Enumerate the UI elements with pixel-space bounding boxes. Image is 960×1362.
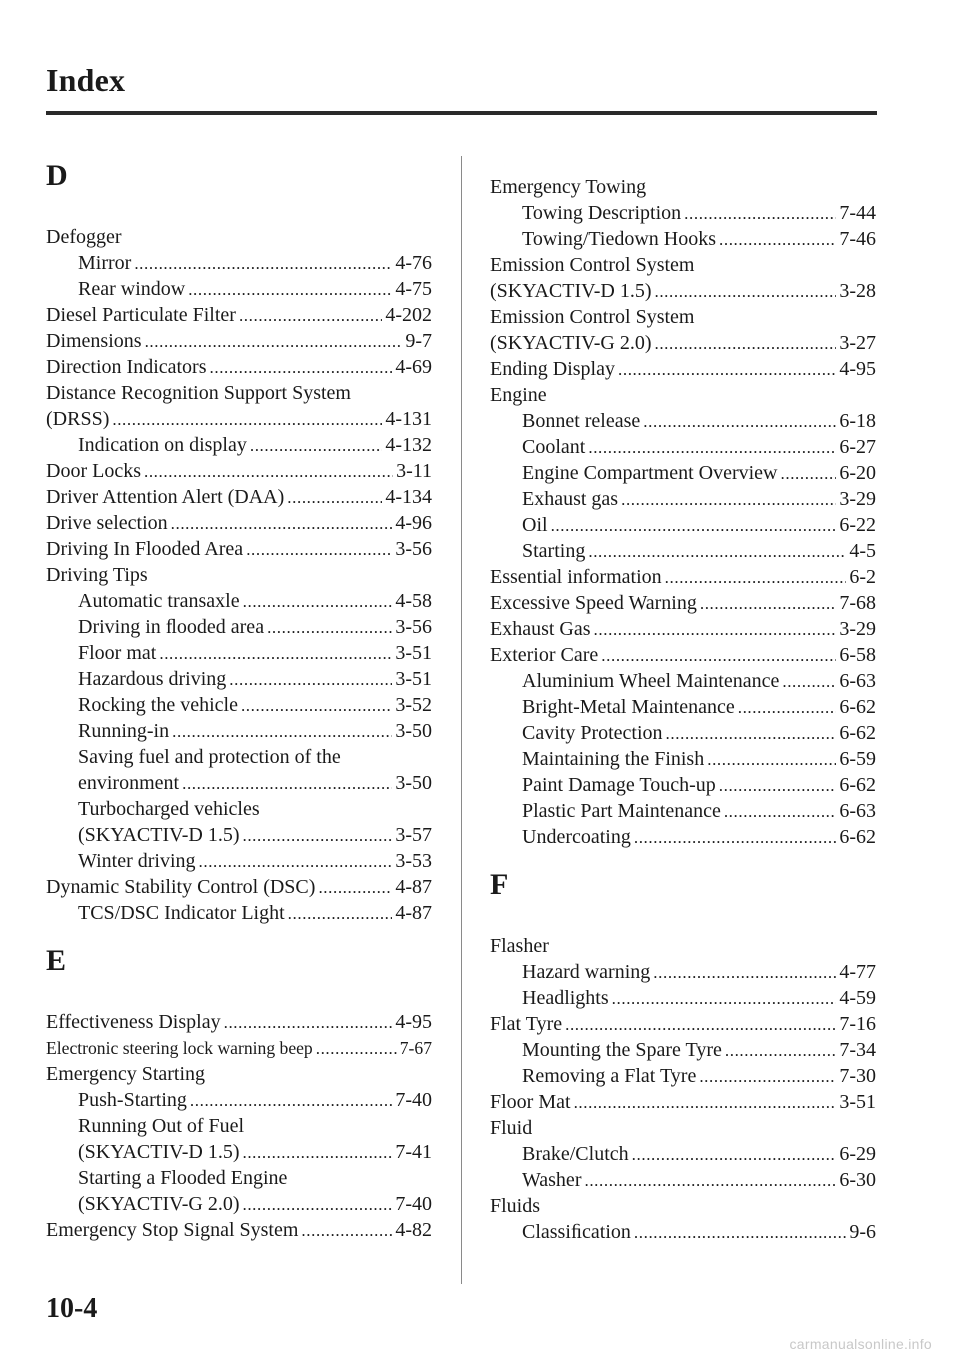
index-term: Running Out of Fuel [78, 1115, 245, 1137]
index-term: environment [78, 772, 180, 794]
index-page-ref: 4-69 [395, 356, 432, 378]
index-page-ref: 6-62 [839, 696, 876, 718]
index-page-ref: 3-52 [395, 694, 432, 716]
index-subentry [490, 200, 876, 226]
index-subentry [46, 1165, 432, 1191]
index-page-ref: 3-56 [395, 616, 432, 638]
index-page-ref: 6-18 [839, 410, 876, 432]
index-subentry [46, 250, 432, 276]
index-term: Mounting the Spare Tyre [522, 1039, 722, 1061]
index-page-ref: 3-11 [396, 460, 432, 482]
index-entry [46, 1009, 432, 1035]
dot-leader [654, 334, 836, 354]
index-subentry [490, 486, 876, 512]
index-subentry [490, 746, 876, 772]
index-entry [490, 356, 876, 382]
dot-leader [584, 1171, 836, 1191]
index-term: Automatic transaxle [78, 590, 240, 612]
index-subentry [46, 900, 432, 926]
dot-leader [172, 722, 392, 742]
dot-leader [210, 358, 393, 378]
dot-leader [700, 594, 836, 614]
index-term: Indication on display [78, 434, 247, 456]
index-entry [490, 642, 876, 668]
dot-leader [665, 568, 847, 588]
index-term: Emission Control System [490, 306, 695, 328]
page-title: Index [46, 62, 126, 98]
index-term: Aluminium Wheel Maintenance [522, 670, 780, 692]
index-term: Direction Indicators [46, 356, 207, 378]
index-entry [46, 562, 432, 588]
dot-leader [112, 410, 382, 430]
index-page-ref: 6-20 [839, 462, 876, 484]
index-subentry [46, 614, 432, 640]
index-page-ref: 3-50 [395, 772, 432, 794]
index-subentry [46, 1139, 432, 1165]
index-term: TCS/DSC Indicator Light [78, 902, 285, 924]
index-page-ref: 7-67 [399, 1038, 432, 1058]
index-page-ref: 3-56 [395, 538, 432, 560]
index-subentry [490, 772, 876, 798]
index-subentry [46, 796, 432, 822]
dot-leader [551, 516, 837, 536]
index-entry [490, 564, 876, 590]
index-page-ref: 9-7 [405, 330, 432, 352]
dot-leader [242, 826, 392, 846]
index-term: Winter driving [78, 850, 196, 872]
dot-leader [612, 989, 837, 1009]
index-entry [490, 304, 876, 330]
dot-leader [621, 490, 836, 510]
index-subentry [46, 666, 432, 692]
dot-leader [267, 618, 392, 638]
dot-leader [634, 1223, 846, 1243]
index-page-ref: 6-2 [849, 566, 876, 588]
dot-leader [725, 1041, 836, 1061]
dot-leader [588, 542, 846, 562]
index-term: Defogger [46, 226, 122, 248]
index-subentry [490, 694, 876, 720]
index-subentry [46, 432, 432, 458]
index-subentry [46, 718, 432, 744]
index-entry [490, 933, 876, 959]
index-entry [490, 590, 876, 616]
index-subentry [490, 226, 876, 252]
index-page-ref: 6-27 [839, 436, 876, 458]
index-term: Exhaust Gas [490, 618, 591, 640]
index-subentry [490, 460, 876, 486]
index-term: Running-in [78, 720, 170, 742]
index-page-ref: 6-59 [839, 748, 876, 770]
dot-leader [666, 724, 837, 744]
index-subentry [490, 1037, 876, 1063]
index-subentry [490, 1219, 876, 1245]
index-page-ref: 4-59 [839, 987, 876, 1009]
index-entry [490, 330, 876, 356]
index-term: Distance Recognition Support System [46, 382, 351, 404]
index-term: (SKYACTIV-G 2.0) [490, 332, 652, 354]
dot-leader [653, 963, 836, 983]
dot-leader [241, 696, 392, 716]
index-entry [46, 510, 432, 536]
index-term: Emergency Towing [490, 176, 647, 198]
dot-leader [301, 1221, 392, 1241]
index-column-left [46, 159, 432, 1243]
index-entry [490, 382, 876, 408]
index-term: Maintaining the Finish [522, 748, 705, 770]
index-entry [46, 1035, 432, 1061]
index-term: Oil [522, 514, 548, 536]
index-term: Bright-Metal Maintenance [522, 696, 735, 718]
index-entry [46, 536, 432, 562]
index-term: (SKYACTIV-G 2.0) [78, 1193, 240, 1215]
index-page-ref: 7-44 [839, 202, 876, 224]
index-term: Driving In Flooded Area [46, 538, 244, 560]
index-term: Starting a Flooded Engine [78, 1167, 288, 1189]
dot-leader [134, 254, 392, 274]
dot-leader [719, 776, 837, 796]
index-page-ref: 4-87 [395, 902, 432, 924]
index-term: (SKYACTIV-D 1.5) [78, 824, 240, 846]
index-page-ref: 6-29 [839, 1143, 876, 1165]
dot-leader [199, 852, 393, 872]
index-term: Hazard warning [522, 961, 651, 983]
index-letter-heading: D [46, 159, 68, 192]
index-page-ref: 6-62 [839, 826, 876, 848]
dot-leader [632, 1145, 837, 1165]
index-entry [46, 458, 432, 484]
index-page-ref: 3-29 [839, 488, 876, 510]
index-page-ref: 6-63 [839, 800, 876, 822]
index-page-ref: 6-63 [839, 670, 876, 692]
index-term: Electronic steering lock warning beep [46, 1038, 313, 1058]
dot-leader [242, 1143, 392, 1163]
dot-leader [243, 592, 393, 612]
dot-leader [288, 904, 393, 924]
index-term: Undercoating [522, 826, 631, 848]
index-term: Classiﬁcation [522, 1221, 631, 1243]
index-page-ref: 6-22 [839, 514, 876, 536]
index-subentry [46, 692, 432, 718]
index-column-right [490, 174, 876, 1245]
index-term: Engine [490, 384, 547, 406]
index-subentry [46, 1087, 432, 1113]
index-term: Driving in ﬂooded area [78, 616, 265, 638]
index-page-ref: 4-132 [385, 434, 432, 456]
index-entry [46, 1217, 432, 1243]
index-term: Driving Tips [46, 564, 148, 586]
dot-leader [159, 644, 392, 664]
index-term: Effectiveness Display [46, 1011, 221, 1033]
index-page-ref: 7-40 [395, 1089, 432, 1111]
index-subentry [490, 824, 876, 850]
index-page-ref: 7-40 [395, 1193, 432, 1215]
index-term: Brake/Clutch [522, 1143, 629, 1165]
index-page-ref: 4-82 [395, 1219, 432, 1241]
dot-leader [782, 672, 836, 692]
index-term: Saving fuel and protection of the [78, 746, 341, 768]
index-subentry [46, 848, 432, 874]
index-term: Ending Display [490, 358, 615, 380]
index-term: Essential information [490, 566, 662, 588]
index-subentry [490, 1141, 876, 1167]
index-term: Coolant [522, 436, 586, 458]
dot-leader [229, 670, 392, 690]
index-term: Driver Attention Alert (DAA) [46, 486, 285, 508]
dot-leader [588, 438, 836, 458]
dot-leader [643, 412, 836, 432]
dot-leader [316, 1039, 397, 1059]
index-subentry [46, 276, 432, 302]
index-term: Paint Damage Touch-up [522, 774, 716, 796]
index-page-ref: 4-75 [395, 278, 432, 300]
index-term: Hazardous driving [78, 668, 227, 690]
index-term: Cavity Protection [522, 722, 663, 744]
index-term: Diesel Particulate Filter [46, 304, 236, 326]
index-term: Mirror [78, 252, 132, 274]
index-page-ref: 4-134 [385, 486, 432, 508]
index-term: (SKYACTIV-D 1.5) [490, 280, 652, 302]
index-letter-heading: E [46, 944, 67, 977]
index-term: Starting [522, 540, 586, 562]
index-term: Fluid [490, 1117, 533, 1139]
index-term: Plastic Part Maintenance [522, 800, 721, 822]
index-subentry [490, 434, 876, 460]
index-term: Push-Starting [78, 1089, 187, 1111]
index-page-ref: 4-95 [395, 1011, 432, 1033]
index-page-ref: 7-46 [839, 228, 876, 250]
index-term: Towing/Tiedown Hooks [522, 228, 716, 250]
index-subentry [46, 822, 432, 848]
index-entry [490, 1193, 876, 1219]
dot-leader [601, 646, 836, 666]
index-term: Emergency Stop Signal System [46, 1219, 299, 1241]
dot-leader [287, 488, 382, 508]
index-entry [490, 1089, 876, 1115]
index-page-ref: 4-5 [849, 540, 876, 562]
index-page-ref: 4-87 [395, 876, 432, 898]
index-subentry [490, 1167, 876, 1193]
index-entry [46, 406, 432, 432]
index-entry [46, 380, 432, 406]
index-term: Flasher [490, 935, 549, 957]
index-term: Emergency Starting [46, 1063, 206, 1085]
index-entry [490, 252, 876, 278]
index-term: Floor mat [78, 642, 157, 664]
dot-leader [699, 1067, 836, 1087]
dot-leader [190, 1091, 392, 1111]
index-page-ref: 4-95 [839, 358, 876, 380]
index-page-ref: 4-76 [395, 252, 432, 274]
index-page-ref: 3-28 [839, 280, 876, 302]
index-entry [490, 1011, 876, 1037]
index-entry [490, 1115, 876, 1141]
index-page-ref: 6-30 [839, 1169, 876, 1191]
dot-leader [182, 774, 392, 794]
column-divider [461, 156, 462, 1284]
index-subentry [46, 640, 432, 666]
dot-leader [634, 828, 836, 848]
index-term: (DRSS) [46, 408, 110, 430]
index-page-ref: 4-96 [395, 512, 432, 534]
dot-leader [574, 1093, 837, 1113]
index-term: Dynamic Stability Control (DSC) [46, 876, 316, 898]
dot-leader [188, 280, 392, 300]
dot-leader [565, 1015, 836, 1035]
dot-leader [242, 1195, 392, 1215]
dot-leader [724, 802, 837, 822]
index-page-ref: 6-62 [839, 774, 876, 796]
header-rule [46, 111, 877, 115]
index-term: Towing Description [522, 202, 682, 224]
index-term: Dimensions [46, 330, 142, 352]
index-term: Exterior Care [490, 644, 599, 666]
dot-leader [239, 306, 382, 326]
index-page-ref: 6-58 [839, 644, 876, 666]
watermark: carmanualsonline.info [789, 1336, 932, 1352]
index-term: Excessive Speed Warning [490, 592, 697, 614]
index-page-ref: 7-16 [839, 1013, 876, 1035]
index-entry [46, 224, 432, 250]
index-entry [490, 174, 876, 200]
index-term: Door Locks [46, 460, 141, 482]
index-page-ref: 3-51 [839, 1091, 876, 1113]
dot-leader [654, 282, 836, 302]
index-term: Rear window [78, 278, 186, 300]
index-page-ref: 7-68 [839, 592, 876, 614]
dot-leader [246, 540, 392, 560]
index-term: Headlights [522, 987, 609, 1009]
index-entry [46, 1061, 432, 1087]
index-term: Drive selection [46, 512, 168, 534]
index-term: Floor Mat [490, 1091, 571, 1113]
index-term: (SKYACTIV-D 1.5) [78, 1141, 240, 1163]
index-entry [490, 616, 876, 642]
index-subentry [490, 720, 876, 746]
dot-leader [144, 462, 393, 482]
page-number: 10-4 [46, 1293, 98, 1324]
dot-leader [145, 332, 403, 352]
index-term: Flat Tyre [490, 1013, 563, 1035]
index-entry [46, 354, 432, 380]
dot-leader [719, 230, 836, 250]
index-page-ref: 3-51 [395, 642, 432, 664]
index-term: Bonnet release [522, 410, 641, 432]
index-page-ref: 3-57 [395, 824, 432, 846]
dot-leader [318, 878, 392, 898]
index-subentry [490, 1063, 876, 1089]
index-page-ref: 7-30 [839, 1065, 876, 1087]
index-term: Engine Compartment Overview [522, 462, 778, 484]
index-subentry [46, 770, 432, 796]
index-subentry [490, 538, 876, 564]
index-page-ref: 3-27 [839, 332, 876, 354]
index-page-ref: 4-202 [385, 304, 432, 326]
index-page-ref: 3-50 [395, 720, 432, 742]
dot-leader [224, 1013, 393, 1033]
index-subentry [490, 985, 876, 1011]
index-term: Turbocharged vehicles [78, 798, 260, 820]
index-page-ref: 6-62 [839, 722, 876, 744]
index-subentry [490, 959, 876, 985]
index-page-ref: 7-41 [395, 1141, 432, 1163]
index-term: Emission Control System [490, 254, 695, 276]
index-subentry [46, 744, 432, 770]
index-subentry [46, 1113, 432, 1139]
index-entry [46, 302, 432, 328]
dot-leader [171, 514, 393, 534]
dot-leader [594, 620, 837, 640]
index-subentry [490, 668, 876, 694]
dot-leader [684, 204, 836, 224]
index-subentry [46, 1191, 432, 1217]
index-entry [46, 328, 432, 354]
index-page-ref: 3-53 [395, 850, 432, 872]
index-subentry [490, 512, 876, 538]
index-subentry [490, 408, 876, 434]
index-entry [490, 278, 876, 304]
index-term: Washer [522, 1169, 582, 1191]
index-term: Removing a Flat Tyre [522, 1065, 697, 1087]
index-page-ref: 4-77 [839, 961, 876, 983]
dot-leader [618, 360, 836, 380]
index-letter-heading: F [490, 868, 509, 901]
index-entry [46, 484, 432, 510]
dot-leader [250, 436, 382, 456]
dot-leader [781, 464, 837, 484]
dot-leader [707, 750, 836, 770]
index-page-ref: 4-58 [395, 590, 432, 612]
index-subentry [46, 588, 432, 614]
index-page-ref: 4-131 [385, 408, 432, 430]
index-entry [46, 874, 432, 900]
index-page-ref: 3-51 [395, 668, 432, 690]
index-page-ref: 7-34 [839, 1039, 876, 1061]
index-term: Exhaust gas [522, 488, 619, 510]
index-term: Rocking the vehicle [78, 694, 238, 716]
index-term: Fluids [490, 1195, 541, 1217]
index-subentry [490, 798, 876, 824]
index-page-ref: 3-29 [839, 618, 876, 640]
dot-leader [738, 698, 837, 718]
index-page-ref: 9-6 [849, 1221, 876, 1243]
